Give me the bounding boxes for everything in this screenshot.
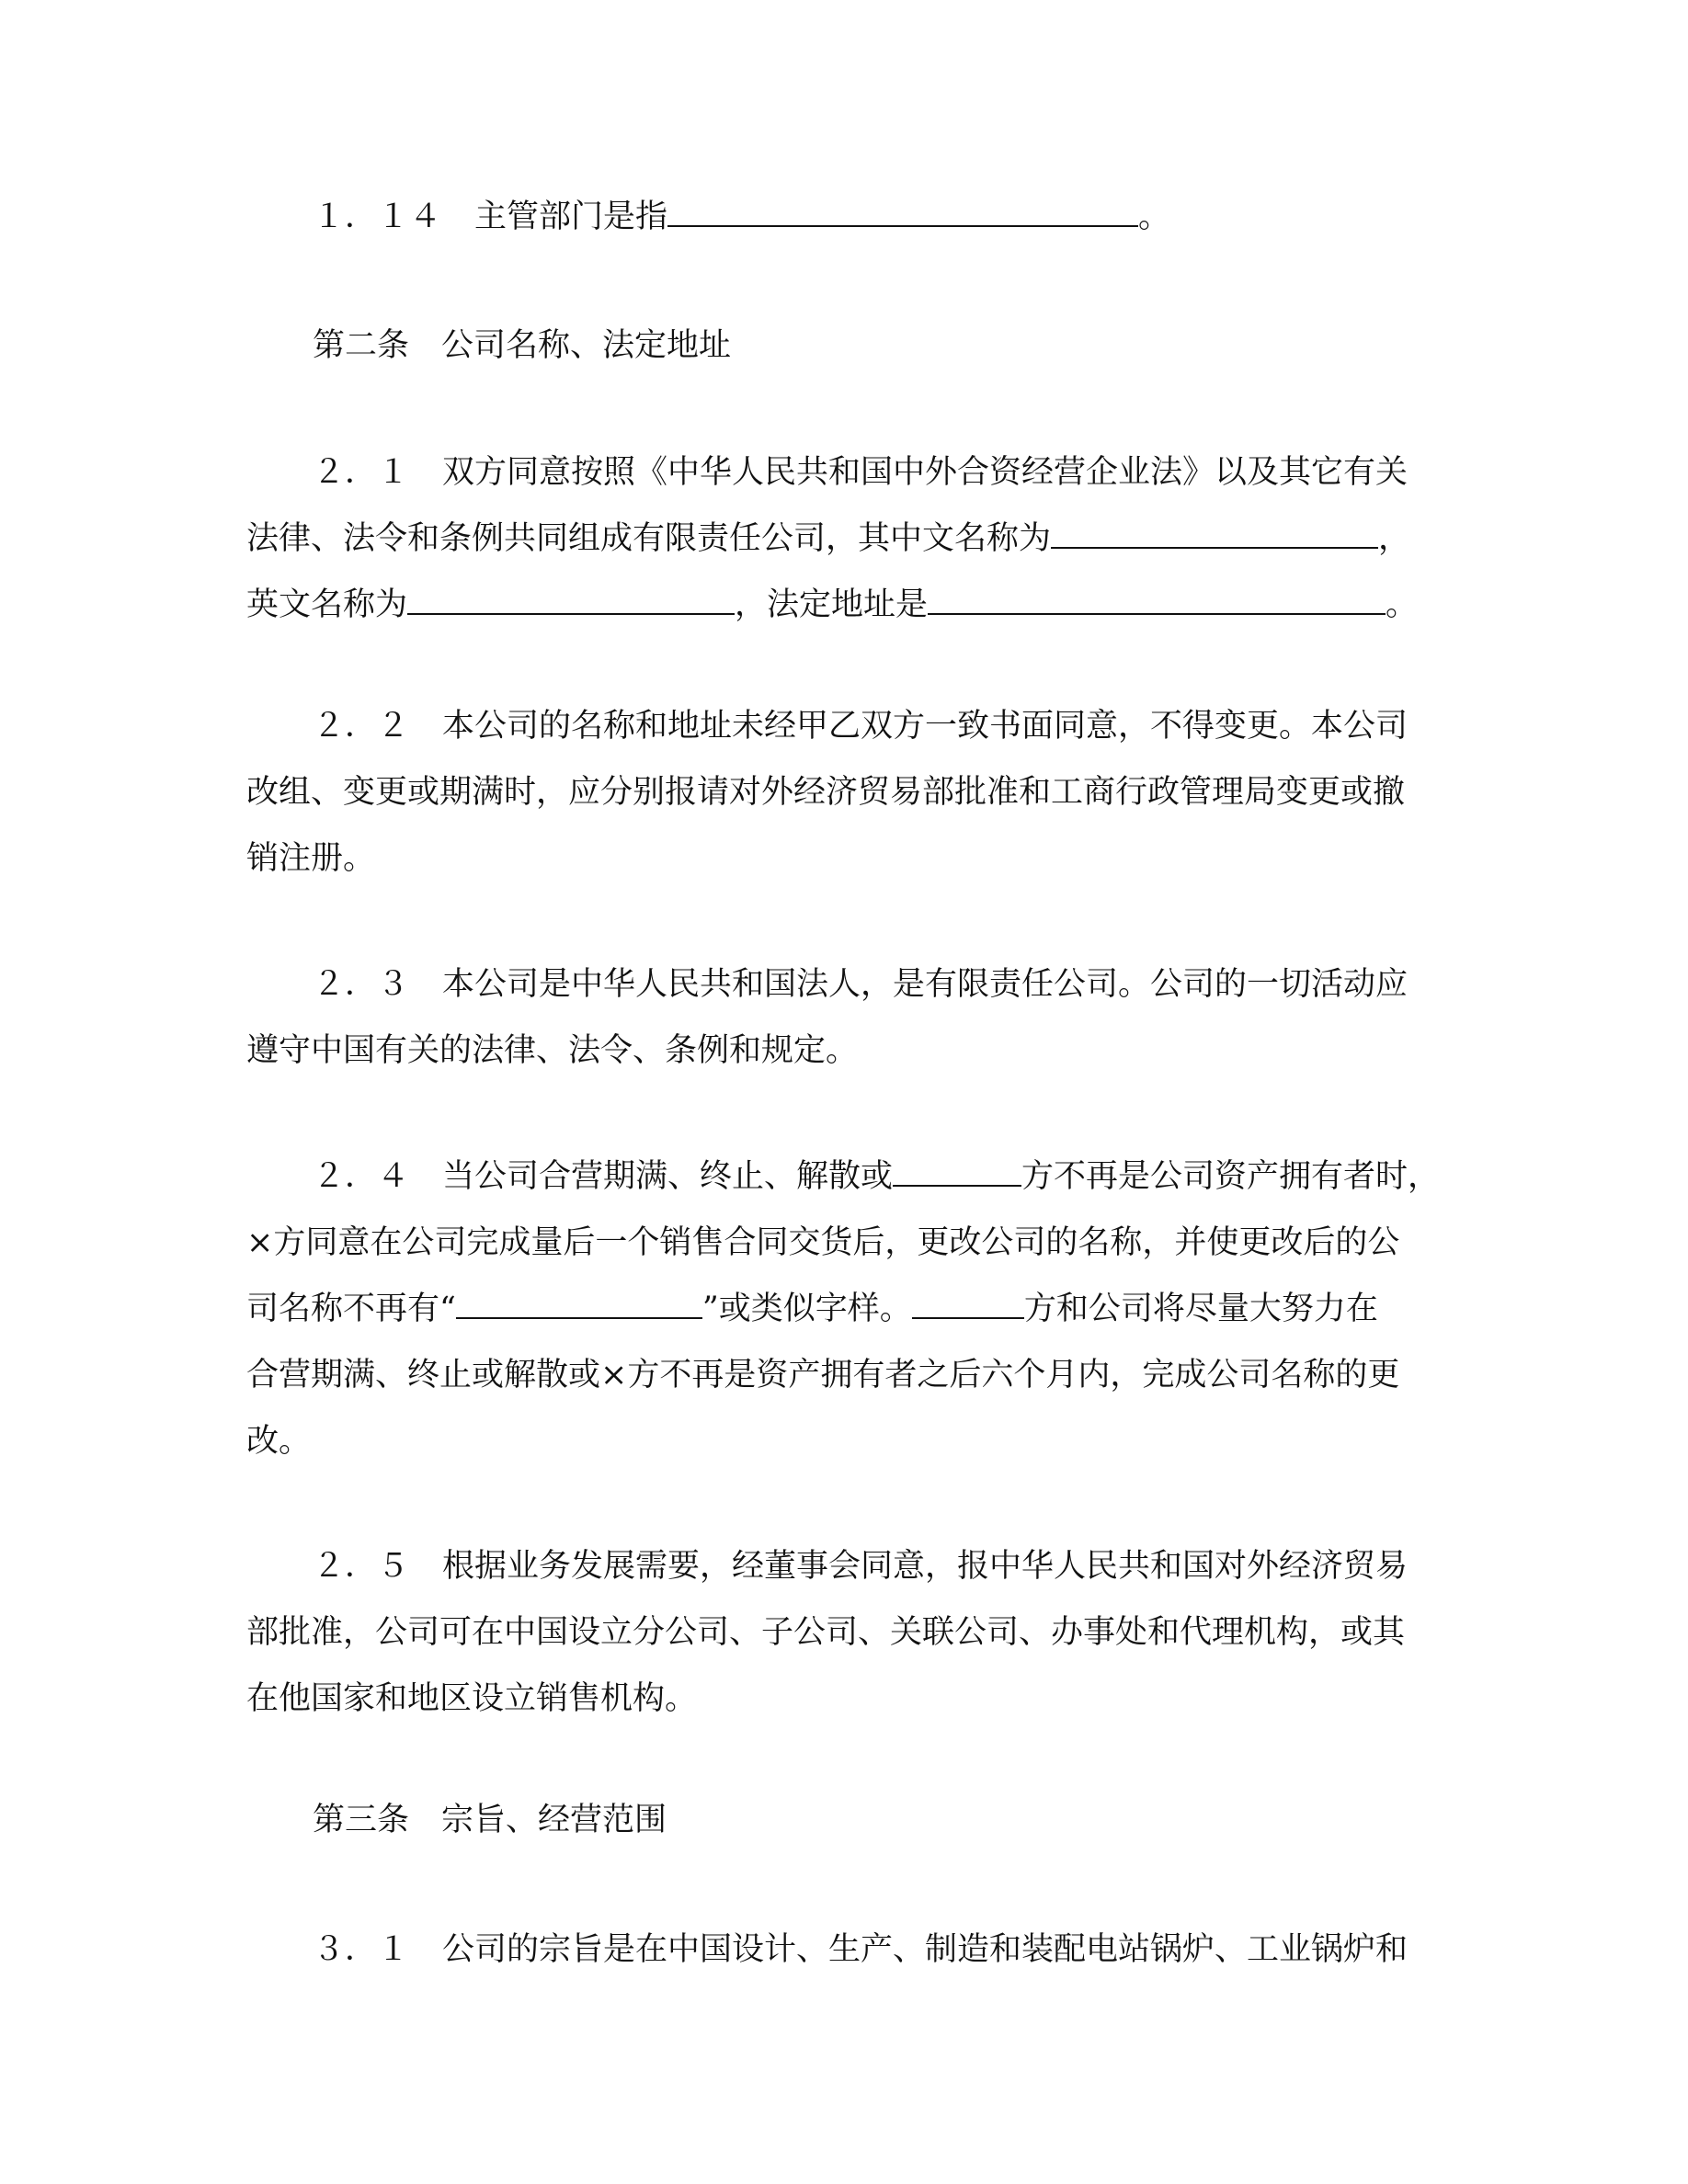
clause-number: ２．４ <box>313 1158 410 1195</box>
clause-text: 根据业务发展需要，经董事会同意，报中华人民共和国对外经济贸易 <box>442 1548 1409 1585</box>
clause-text: 司名称不再有“ <box>246 1291 456 1327</box>
name-blank <box>456 1290 702 1319</box>
clause-number: ３．１ <box>313 1931 410 1968</box>
clause-text: 英文名称为 <box>246 586 408 623</box>
clause-3-1 <box>246 1928 1442 1972</box>
clause-text: 部批准，公司可在中国设立分公司、子公司、关联公司、办事处和代理机构，或其 <box>246 1614 1406 1651</box>
clause-2-1 <box>246 450 1437 649</box>
clause-text: 当公司合营期满、终止、解散或 <box>442 1158 894 1195</box>
article-heading: 第三条 宗旨、经营范围 <box>313 1802 667 1838</box>
clause-text: 。 <box>1386 586 1419 623</box>
clause-text: 方和公司将尽量大努力在 <box>1023 1291 1378 1327</box>
clause-text: 在他国家和地区设立销售机构。 <box>246 1680 698 1717</box>
clause-2-2 <box>246 704 1437 903</box>
clause-text: ，法定地址是 <box>735 586 929 623</box>
clause-number: ２．３ <box>313 966 410 1003</box>
clause-text: 公司的宗旨是在中国设计、生产、制造和装配电站锅炉、工业锅炉和 <box>442 1931 1409 1968</box>
clause-2-3 <box>246 962 1437 1095</box>
clause-2-4 <box>246 1155 1441 1485</box>
clause-1-14 <box>246 195 1442 239</box>
clause-number: ２．５ <box>313 1548 410 1585</box>
clause-text: 改。 <box>246 1423 312 1460</box>
party-blank <box>893 1157 1021 1187</box>
english-name-blank <box>407 586 735 615</box>
clause-number: ２．２ <box>313 708 410 745</box>
clause-number: ２．１ <box>313 454 410 491</box>
article-heading: 第二条 公司名称、法定地址 <box>313 327 732 364</box>
chinese-name-blank <box>1051 519 1378 549</box>
clause-text: 双方同意按照《中华人民共和国中外合资经营企业法》以及其它有关 <box>442 454 1409 491</box>
clause-text: 本公司是中华人民共和国法人，是有限责任公司。公司的一切活动应 <box>442 966 1409 1003</box>
article-3-heading <box>246 1798 1442 1842</box>
clause-text: 合营期满、终止或解散或×方不再是资产拥有者之后六个月内，完成公司名称的更 <box>246 1357 1400 1393</box>
clause-2-5 <box>246 1544 1437 1743</box>
clause-text: 法律、法令和条例共同组成有限责任公司，其中文名称为 <box>246 520 1052 557</box>
clause-text: 。 <box>1138 199 1171 235</box>
article-2-heading <box>246 324 1442 368</box>
clause-text: 方不再是公司资产拥有者时， <box>1021 1158 1441 1195</box>
clause-text: ”或类似字样。 <box>701 1291 912 1327</box>
legal-address-blank <box>928 586 1386 615</box>
clause-text: ， <box>1378 520 1411 557</box>
clause-number: １．１４ <box>313 199 442 235</box>
clause-text: 改组、变更或期满时，应分别报请对外经济贸易部批准和工商行政管理局变更或撤 <box>246 774 1406 811</box>
fill-in-blank <box>667 198 1138 227</box>
clause-text: 遵守中国有关的法律、法令、条例和规定。 <box>246 1032 859 1069</box>
clause-text: 销注册。 <box>246 840 376 877</box>
clause-text: ×方同意在公司完成量后一个销售合同交货后，更改公司的名称，并使更改后的公 <box>246 1224 1400 1261</box>
clause-text: 主管部门是指 <box>474 199 668 235</box>
party-blank <box>912 1290 1024 1319</box>
clause-text: 本公司的名称和地址未经甲乙双方一致书面同意，不得变更。本公司 <box>442 708 1409 745</box>
